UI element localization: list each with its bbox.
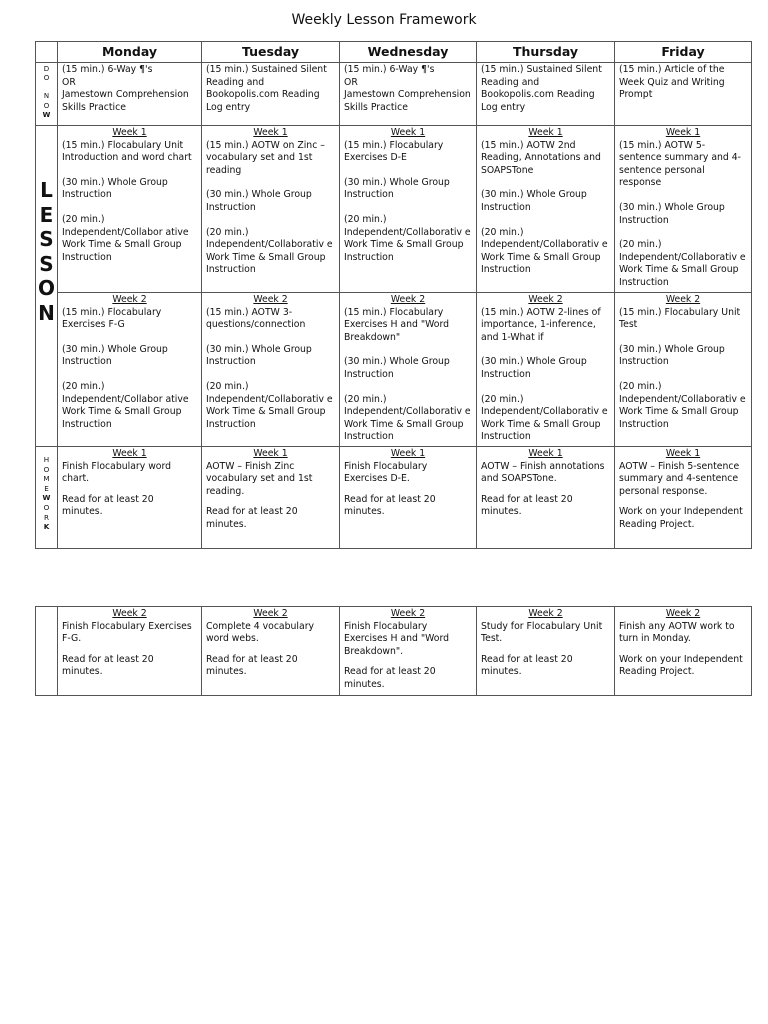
week-label: Week 1 <box>528 127 563 138</box>
cell-text: Complete 4 vocabulary word webs. <box>206 620 315 645</box>
homework-week1-row <box>36 447 752 549</box>
label-letter: O <box>43 101 50 110</box>
spacer <box>62 202 197 214</box>
cell-text: Finish Flocabulary Exercises F-G. <box>62 620 192 645</box>
label-letter: O <box>43 74 50 83</box>
homework-week1-monday <box>58 447 202 549</box>
spacer <box>206 369 335 381</box>
lesson-week1-monday <box>58 126 202 293</box>
cell-text: (15 min.) AOTW 2-lines of importance, 1-inference, and 1-What if <box>481 306 601 343</box>
cell-text: Read for at least 20 minutes. <box>481 493 573 518</box>
week-label: Week 1 <box>253 448 288 459</box>
spacer <box>619 369 747 381</box>
label-letter: W <box>42 110 51 119</box>
do-now-wednesday <box>340 63 477 126</box>
corner-cell <box>36 42 58 63</box>
spacer <box>619 498 747 506</box>
cell-text: (20 min.) Independent/Collaborativ e Work Time & Small Group Instruction <box>619 380 746 430</box>
cell-text: (30 min.) Whole Group Instruction <box>619 343 725 368</box>
cell-text: Jamestown Comprehension Skills Practice <box>62 89 189 113</box>
spacer <box>344 382 472 394</box>
cell-text: Read for at least 20 minutes. <box>62 653 154 678</box>
cell-text: (30 min.) Whole Group Instruction <box>344 176 450 201</box>
homework-week2-friday <box>615 607 752 696</box>
week-label: Week 2 <box>528 608 563 619</box>
week-label: Week 1 <box>665 448 701 459</box>
spacer <box>344 658 472 666</box>
label-letter: O <box>43 464 50 474</box>
spacer <box>62 369 197 381</box>
spacer <box>62 646 197 654</box>
label-letter: W <box>42 493 51 503</box>
cell-text: Read for at least 20 minutes. <box>62 493 154 518</box>
homework-week2-table <box>35 606 752 696</box>
label-letter: H <box>43 455 50 464</box>
spacer <box>62 486 197 494</box>
week-label: Week 2 <box>390 294 426 305</box>
homework-week2-tuesday <box>202 607 340 696</box>
spacer <box>344 165 472 177</box>
spacer <box>481 382 610 394</box>
header-row <box>36 42 752 63</box>
cell-text: (20 min.) Independent/Collaborativ e Work Time & Small Group Instruction <box>481 393 608 443</box>
lesson-label <box>36 126 58 447</box>
week-label: Week 1 <box>390 127 426 138</box>
cell-text: (30 min.) Whole Group Instruction <box>481 189 587 213</box>
cell-text: (20 min.) Independent/Collaborativ e Work Time & Small Group Instruction <box>481 226 608 276</box>
label-letter: R <box>44 512 49 522</box>
day-header-thursday: Thursday <box>477 42 615 63</box>
cell-text: (15 min.) Flocabulary Exercises H and "Word Breakdown" <box>344 306 450 343</box>
homework-label <box>36 447 58 549</box>
cell-text: Read for at least 20 minutes. <box>344 493 436 518</box>
do-now-tuesday <box>202 63 340 126</box>
homework-week2-wednesday <box>340 607 477 696</box>
spacer <box>344 202 472 214</box>
cell-text: (15 min.) Sustained Silent Reading and Bookopolis.com Reading Log entry <box>481 64 602 113</box>
cell-text: (30 min.) Whole Group Instruction <box>206 189 312 213</box>
cell-text: Read for at least 20 minutes. <box>344 666 436 690</box>
cell-text: (15 min.) Sustained Silent Reading and Bookopolis.com Reading Log entry <box>206 64 327 113</box>
week-label: Week 1 <box>528 448 563 459</box>
do-now-row <box>36 63 752 126</box>
spacer <box>206 215 335 227</box>
label-letter: N <box>38 300 55 325</box>
spacer <box>481 344 610 356</box>
cell-text: Work on your Independent Reading Project. <box>619 653 743 678</box>
lesson-week2-friday <box>615 293 752 447</box>
cell-text: (15 min.) Flocabulary Exercises D-E <box>344 139 444 164</box>
cell-text: Read for at least 20 minutes. <box>206 653 298 678</box>
label-spacer <box>36 83 57 92</box>
cell-text: (15 min.) Flocabulary Unit Introduction and word chart <box>62 139 192 164</box>
cell-text: (15 min.) Flocabulary Unit Test <box>619 306 741 331</box>
cell-text: (20 min.) Independent/Collaborativ e Work Time & Small Group Instruction <box>206 226 333 276</box>
week-label: Week 2 <box>665 294 701 305</box>
spacer <box>619 332 747 344</box>
cell-text: (20 min.) Independent/Collabor ative Work Time & Small Group Instruction <box>62 380 189 430</box>
day-header-wednesday: Wednesday <box>340 42 477 63</box>
cell-text: AOTW – Finish Zinc vocabulary set and 1st reading. <box>206 460 313 497</box>
do-now-monday <box>58 63 202 126</box>
week-label: Week 2 <box>112 608 147 619</box>
label-letter: L <box>40 178 53 202</box>
spacer <box>481 486 610 494</box>
homework-week2-monday <box>58 607 202 696</box>
label-letter: S <box>39 227 54 251</box>
homework-week2-thursday <box>477 607 615 696</box>
lesson-week2-monday <box>58 293 202 447</box>
spacer <box>619 646 747 654</box>
lesson-week2-thursday <box>477 293 615 447</box>
homework-week2-label <box>36 607 58 696</box>
cell-text: (15 min.) AOTW 5-sentence summary and 4-sentence personal response <box>619 139 742 189</box>
label-letter: M <box>43 474 50 484</box>
lesson-week1-row <box>36 126 752 293</box>
cell-text: Finish Flocabulary Exercises D-E. <box>344 460 428 485</box>
week-label: Week 2 <box>112 294 147 305</box>
cell-text: (15 min.) Article of the Week Quiz and Writing Prompt <box>619 64 725 101</box>
cell-text: OR <box>62 76 76 88</box>
cell-text: (20 min.) Independent/Collaborativ e Work Time & Small Group Instruction <box>619 239 746 288</box>
cell-text: Finish any AOTW work to turn in Monday. <box>619 620 735 645</box>
cell-text: Read for at least 20 minutes. <box>481 653 573 678</box>
spacer <box>481 177 610 189</box>
do-now-friday <box>615 63 752 126</box>
cell-text: (15 min.) 6-Way ¶'s <box>62 64 153 75</box>
spacer <box>481 215 610 227</box>
spacer <box>481 646 610 654</box>
week-label: Week 2 <box>253 608 288 619</box>
cell-text: AOTW – Finish annotations and SOAPSTone. <box>481 460 605 485</box>
cell-text: (15 min.) 6-Way ¶'s <box>344 64 435 75</box>
cell-text: (20 min.) Independent/Collabor ative Work Time & Small Group Instruction <box>62 213 189 263</box>
day-header-monday: Monday <box>58 42 202 63</box>
spacer <box>206 332 335 344</box>
cell-text: (15 min.) AOTW 2nd Reading, Annotations and SOAPSTone <box>481 139 601 176</box>
cell-text: (30 min.) Whole Group Instruction <box>62 176 168 201</box>
cell-text: AOTW – Finish 5-sentence summary and 4-sentence personal response. <box>619 460 740 497</box>
homework-week1-friday <box>615 447 752 549</box>
cell-text: (15 min.) AOTW 3-questions/connection <box>206 306 306 331</box>
week-label: Week 2 <box>253 294 288 305</box>
week-label: Week 1 <box>253 127 288 138</box>
lesson-week1-friday <box>615 126 752 293</box>
spacer <box>206 646 335 654</box>
cell-text: Read for at least 20 minutes. <box>206 506 298 530</box>
label-letter: D <box>43 65 50 73</box>
cell-text: (30 min.) Whole Group Instruction <box>206 343 312 368</box>
label-letter: N <box>43 92 50 101</box>
spacer <box>206 177 335 189</box>
week-label: Week 1 <box>390 448 426 459</box>
lesson-week2-tuesday <box>202 293 340 447</box>
cell-text: Finish Flocabulary word chart. <box>62 460 172 485</box>
label-letter: K <box>43 522 50 532</box>
spacer <box>62 165 197 177</box>
cell-text: (30 min.) Whole Group Instruction <box>481 356 587 380</box>
week-label: Week 1 <box>112 448 147 459</box>
homework-week1-wednesday <box>340 447 477 549</box>
spacer <box>344 344 472 356</box>
cell-text: (20 min.) Independent/Collaborativ e Work Time & Small Group Instruction <box>206 380 333 430</box>
cell-text: Study for Flocabulary Unit Test. <box>481 620 603 645</box>
week-label: Week 1 <box>112 127 147 138</box>
do-now-label <box>36 63 58 126</box>
spacer <box>62 332 197 344</box>
lesson-week1-wednesday <box>340 126 477 293</box>
cell-text: (15 min.) AOTW on Zinc – vocabulary set and 1st reading <box>206 139 325 176</box>
cell-text: Finish Flocabulary Exercises H and "Word Breakdown". <box>344 620 450 657</box>
cell-text: (20 min.) Independent/Collaborativ e Work Time & Small Group Instruction <box>344 213 471 263</box>
day-header-tuesday: Tuesday <box>202 42 340 63</box>
homework-week1-tuesday <box>202 447 340 549</box>
label-letter: E <box>39 202 54 227</box>
do-now-thursday <box>477 63 615 126</box>
cell-text: (30 min.) Whole Group Instruction <box>344 356 450 380</box>
spacer <box>619 227 747 239</box>
label-letter: S <box>39 251 54 276</box>
cell-text: (15 min.) Flocabulary Exercises F-G <box>62 306 162 331</box>
week-label: Week 2 <box>528 294 563 305</box>
lesson-framework-table <box>35 41 752 549</box>
spacer <box>206 498 335 506</box>
page-title: Weekly Lesson Framework <box>291 12 477 28</box>
lesson-week1-thursday <box>477 126 615 293</box>
cell-text: (30 min.) Whole Group Instruction <box>619 201 725 226</box>
label-letter: O <box>43 502 50 512</box>
homework-week1-thursday <box>477 447 615 549</box>
label-letter: E <box>44 483 49 493</box>
week-label: Week 2 <box>665 608 701 619</box>
label-letter: O <box>37 276 55 300</box>
spacer <box>344 486 472 494</box>
week-label: Week 1 <box>665 127 701 138</box>
cell-text: Work on your Independent Reading Project. <box>619 506 743 530</box>
cell-text: Jamestown Comprehension Skills Practice <box>344 89 471 113</box>
lesson-week2-wednesday <box>340 293 477 447</box>
spacer <box>619 190 747 202</box>
lesson-week1-tuesday <box>202 126 340 293</box>
homework-week2-row <box>36 607 752 696</box>
cell-text: (20 min.) Independent/Collaborativ e Work Time & Small Group Instruction <box>344 393 471 443</box>
lesson-week2-row <box>36 293 752 447</box>
cell-text: (30 min.) Whole Group Instruction <box>62 343 168 368</box>
day-header-friday: Friday <box>615 42 752 63</box>
cell-text: OR <box>344 76 358 88</box>
week-label: Week 2 <box>390 608 426 619</box>
